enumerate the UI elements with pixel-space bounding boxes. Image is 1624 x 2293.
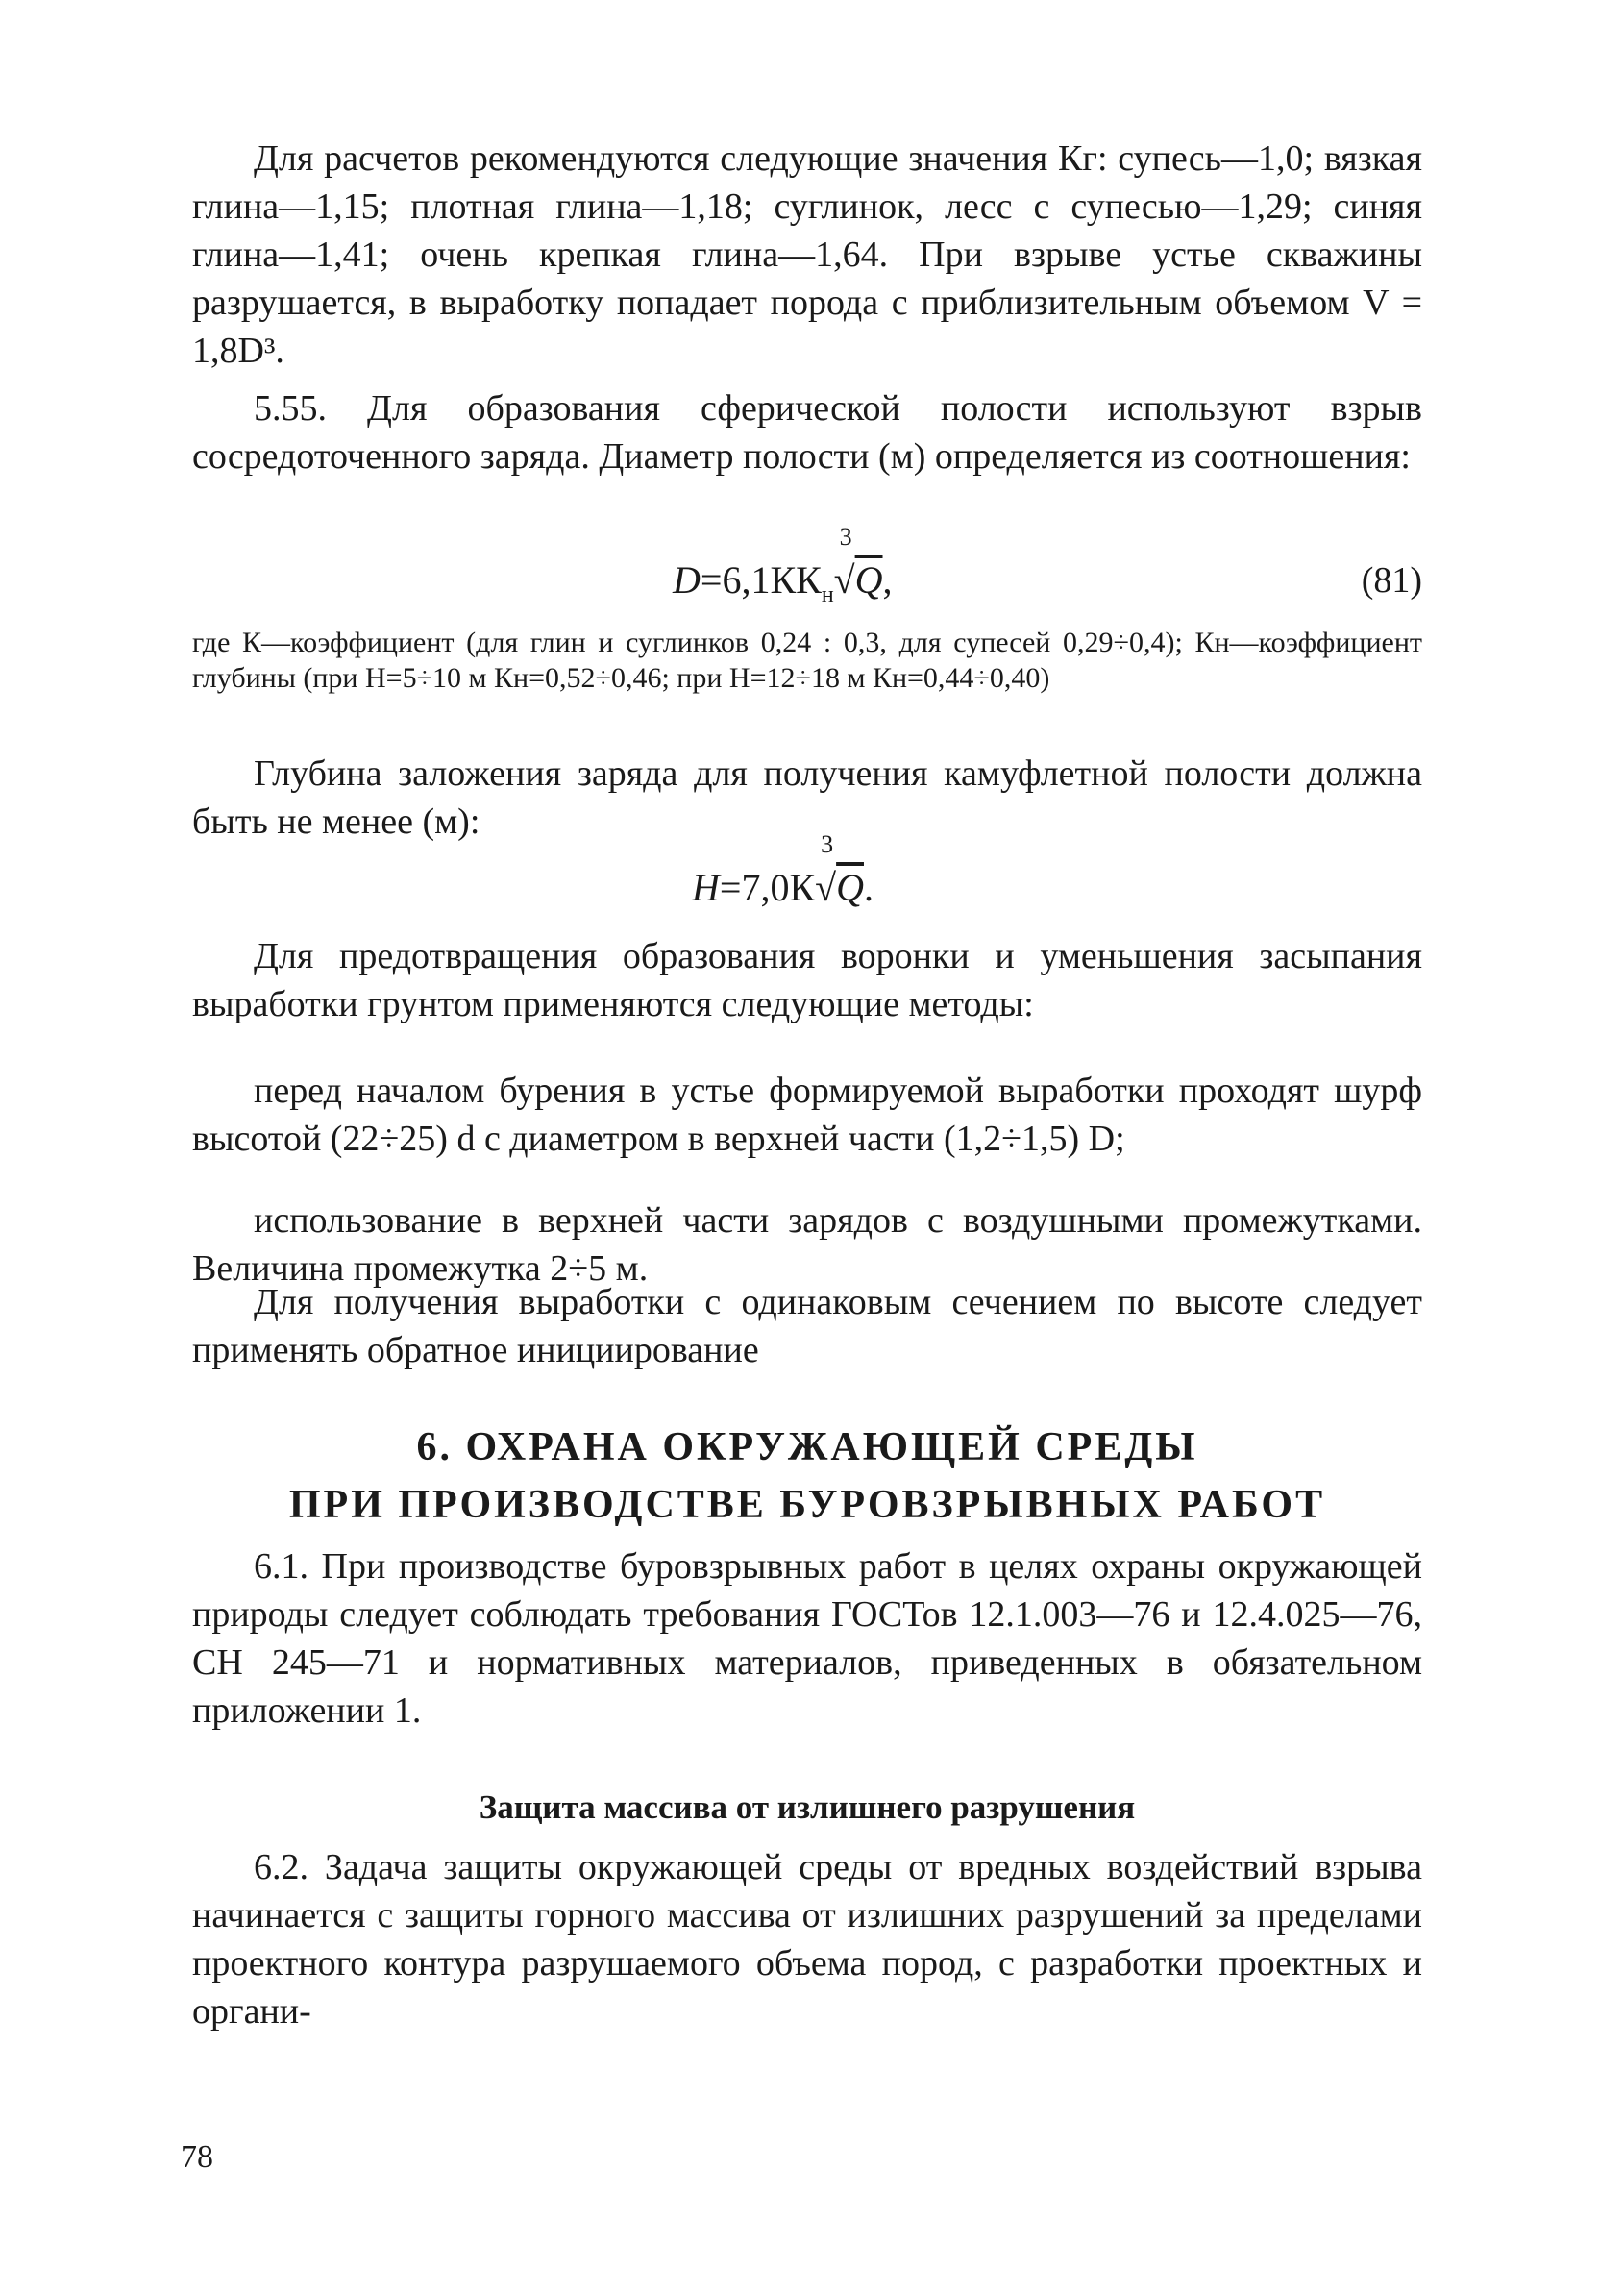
formula-81 — [673, 523, 893, 608]
formula-depth-lhs: H — [692, 866, 720, 909]
formula-depth-tail: . — [863, 866, 874, 909]
paragraph-6-1: 6.1. При производстве буровзрывных работ в целях охраны окружающей природы следует соблюдать требования ГОСТов 12.1.003—76 и 12.4.025—76, СН 245—71 и нормативных материалов, приведенных в обязательном приложении 1. — [192, 1546, 1422, 1731]
paragraph-method-air-gaps: использование в верхней части зарядов с воздушными промежутками. Величина промежутка 2÷5 м. — [192, 1200, 1422, 1289]
formula-81-root-index: 3 — [839, 523, 852, 551]
radical-sign-icon: √ — [833, 558, 855, 602]
paragraph-charge-depth: Глубина заложения заряда для получения камуфлетной полости должна быть не менее (м): — [192, 753, 1422, 842]
paragraph-method-shaft: перед началом бурения в устье формируемой выработки проходят шурф высотой (22÷25) d с диаметром в верхней части (1,2÷1,5) D; — [192, 1071, 1422, 1159]
paragraph-6-2: 6.2. Задача защиты окружающей среды от вредных воздействий взрыва начинается с защиты горного массива от излишних разрушений за пределами проектного контура разрушаемого объема пород, с разработки проектных и органи- — [192, 1847, 1422, 2032]
section-heading-line-2: ПРИ ПРОИЗВОДСТВЕ БУРОВЗРЫВНЫХ РАБОТ — [288, 1483, 1326, 1527]
formula-depth-radicand: Q — [836, 866, 864, 909]
formula-81-lhs: D — [673, 558, 701, 602]
subsection-heading: Защита массива от излишнего разрушения — [479, 1788, 1136, 1826]
formula-depth — [692, 830, 874, 910]
section-heading-line-1: 6. ОХРАНА ОКРУЖАЮЩЕЙ СРЕДЫ — [416, 1425, 1198, 1469]
paragraph-reverse-initiation: Для получения выработки с одинаковым сечением по высоте следует применять обратное инициирование — [192, 1282, 1422, 1370]
formula-depth-coefficient: =7,0К — [719, 866, 816, 909]
formula-81-note: где К—коэффициент (для глин и суглинков 0,24 : 0,3, для супесей 0,29÷0,4); Кн—коэффициент глубины (при H=5÷10 м Кн=0,52÷0,46; при H=12÷18 м Кн=0,44÷0,40) — [192, 627, 1422, 694]
page-number: 78 — [181, 2139, 213, 2175]
paragraph-5-55: 5.55. Для образования сферической полости используют взрыв сосредоточенного заряда. Диаметр полости (м) определяется из соотношения: — [192, 388, 1422, 477]
formula-depth-root-index: 3 — [821, 830, 834, 858]
formula-81-coefficient: =6,1КК — [700, 558, 822, 602]
formula-81-radicand: Q — [854, 558, 883, 602]
formula-number: (81) — [1361, 560, 1422, 601]
formula-81-subscript: н — [821, 582, 834, 607]
paragraph-kr-values: Для расчетов рекомендуются следующие значения Кг: супесь—1,0; вязкая глина—1,15; плотная глина—1,18; суглинок, лесс с супесью—1,29; синяя глина—1,41; очень крепкая глина—1,64. При взрыве устье скважины разрушается, в выработку попадает порода с приблизительным объемом V = 1,8D³. — [192, 138, 1422, 371]
paragraph-crater-prevention: Для предотвращения образования воронки и уменьшения засыпания выработки грунтом применяются следующие методы: — [192, 936, 1422, 1024]
formula-depth-cube-root — [815, 830, 864, 910]
formula-81-tail: , — [882, 558, 893, 602]
radical-sign-icon: √ — [815, 866, 837, 909]
formula-81-cube-root — [833, 523, 883, 603]
